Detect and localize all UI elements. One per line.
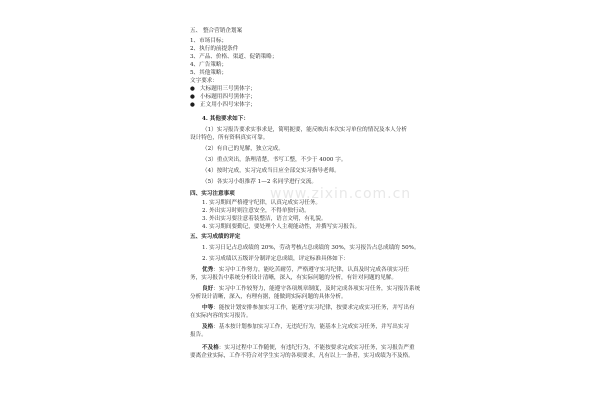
bullet-icon: ● [190, 94, 195, 100]
other-p3: （3）重点突出，条理清楚，书写工整，不少于 4000 字。 [202, 157, 347, 163]
notes-item: 2. 外出实习时则注意安全，不得单独行动。 [202, 208, 310, 214]
evaluation-heading: 五、实习成绩的评定 [190, 234, 241, 240]
grade-excellent-line2: 务，实习报告中系统分析设计清晰，深入，有实际问题的分析，有针对问题的见解。 [190, 275, 397, 281]
other-p1-line1: （1）实习报告要求实事求是，简明扼要，能反映出本次实习单位的情况及本人分析 [202, 127, 407, 133]
bullet-icon: ● [190, 102, 195, 108]
grade-medium-line1: 中等：能按计划安排参加实习工作，能遵守实习纪律，按要求完成实习任务，并写出有 [202, 305, 415, 311]
grade-good-line1: 良好：实习中工作较努力，能遵守各项规章制度，及时完成各项实习任务，实习报告系统 [202, 286, 421, 292]
grade-pass-label: 及格 [202, 324, 214, 330]
grade-medium-label: 中等 [202, 305, 214, 311]
other-p4: （4）按时完成，实习完成当日应全部交实习指导老师。 [202, 168, 340, 174]
evaluation-p2: 2. 实习成绩以五级评分制评定总成绩，评定标准具体如下： [202, 256, 349, 262]
grade-fail-line2: 要离企业实际，工作不符合对学生实习的各项要求，凡有以上一条者，实习成绩为不及格。 [190, 353, 414, 359]
notes-item: 3. 外出实习要注意着装整洁，语言文明，有礼貌。 [202, 216, 327, 222]
grade-pass-line1: 及格：基本按计划参加实习工作，无违纪行为，能基本上完成实习任务，并写出实习 [202, 324, 409, 330]
bullet-icon: ● [190, 86, 195, 92]
grade-fail-line1: 不及格：实习过程中工作随便，有违纪行为，不能按要求完成实习任务，实习报告严重 [202, 345, 415, 351]
plan-item: 4、广告策略； [190, 62, 228, 68]
format-item: ● 正文用小四号宋体字； [190, 102, 256, 108]
other-p2: （2）有自己的见解，独立完成。 [202, 146, 284, 152]
notes-heading: 四、实习注意事项 [190, 191, 235, 197]
grade-fail-label: 不及格 [202, 345, 219, 351]
other-p1-line2: 设计特色，所有资料真实可靠。 [190, 135, 269, 141]
grade-good-label: 良好 [202, 286, 214, 292]
format-label: 文字要求： [190, 78, 218, 84]
notes-item: 4. 实习期间要勤记，要处理个人主观能动性，并撰写实习报告。 [202, 224, 361, 230]
grade-medium-line2: 在实际内容的实习报告。 [190, 313, 252, 319]
evaluation-p1: 1. 实习日记占总成绩的 20%，劳动考核占总成绩的 30%，实习报告占总成绩的 50%。 [202, 245, 420, 251]
plan-title: 五、 整合营销企划案 [190, 28, 243, 34]
plan-item: 2、执行的前提条件 [190, 46, 239, 52]
grade-excellent-label: 优秀 [202, 267, 214, 273]
other-heading: 4. 其他要求如下： [202, 116, 249, 122]
other-p5: （5）各实习小组推荐 1—2 名同学进行交流。 [202, 179, 317, 185]
grade-good-line2: 分析设计清晰，深入，有理有据，能做到实际问题的具体分析。 [190, 294, 347, 300]
notes-item: 1. 实习期间严格遵守纪律，认真完成实习任务。 [202, 200, 321, 206]
plan-item: 5、其他策略； [190, 70, 228, 76]
watermark: www.zixin.com.cn [270, 186, 412, 202]
format-item: ● 小标题用四号黑体字； [190, 94, 256, 100]
plan-item: 3、产品、价格、渠道、促销策略； [190, 54, 278, 60]
plan-item: 1、市场目标； [190, 38, 228, 44]
grade-pass-line2: 报告。 [190, 332, 207, 338]
format-item: ● 大标题用三号黑体字； [190, 86, 256, 92]
grade-excellent-line1: 优秀：实习中工作努力，能吃苦耐劳，严格遵守实习纪律，认真及时完成各项实习任 [202, 267, 409, 273]
